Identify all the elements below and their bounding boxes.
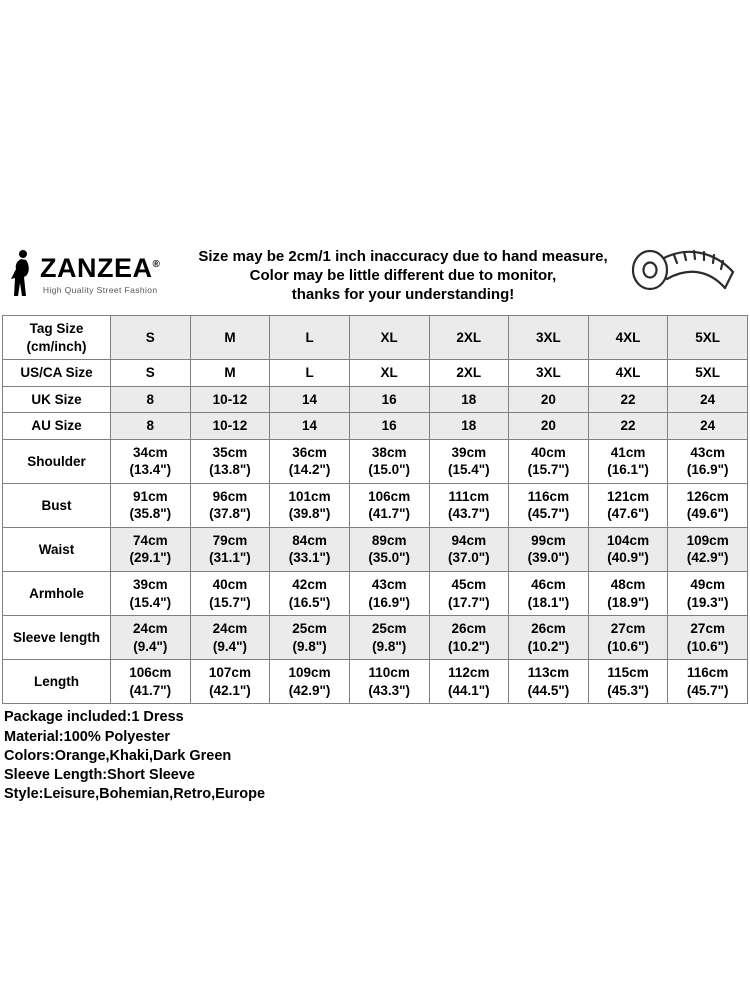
detail-line: Sleeve Length:Short Sleeve: [4, 767, 195, 784]
size-cell: 18: [429, 386, 509, 413]
table-row: [3, 616, 748, 660]
size-cell: 34cm (13.4"): [111, 439, 191, 483]
size-cell: 22: [588, 413, 668, 440]
size-cell: 25cm (9.8"): [270, 616, 350, 660]
size-cell: 3XL: [509, 316, 589, 360]
size-cell: 2XL: [429, 360, 509, 387]
row-label: Waist: [3, 527, 111, 571]
table-row: [3, 660, 748, 704]
size-cell: 94cm (37.0"): [429, 527, 509, 571]
size-cell: 24: [668, 413, 748, 440]
table-row: [3, 439, 748, 483]
size-cell: 20: [509, 413, 589, 440]
details-list: [0, 708, 750, 804]
size-cell: 109cm (42.9"): [668, 527, 748, 571]
size-cell: 91cm (35.8"): [111, 483, 191, 527]
size-cell: 74cm (29.1"): [111, 527, 191, 571]
size-cell: 43cm (16.9"): [349, 572, 429, 616]
size-cell: 36cm (14.2"): [270, 439, 350, 483]
size-cell: 41cm (16.1"): [588, 439, 668, 483]
brand-text: [40, 255, 160, 295]
size-cell: 8: [111, 413, 191, 440]
size-cell: 39cm (15.4"): [111, 572, 191, 616]
size-cell: 18: [429, 413, 509, 440]
size-cell: 27cm (10.6"): [588, 616, 668, 660]
header: [0, 0, 750, 307]
size-cell: 121cm (47.6"): [588, 483, 668, 527]
size-cell: 116cm (45.7"): [509, 483, 589, 527]
row-label: Armhole: [3, 572, 111, 616]
size-table: [2, 315, 748, 704]
size-cell: 106cm (41.7"): [349, 483, 429, 527]
table-row: [3, 527, 748, 571]
size-cell: 40cm (15.7"): [190, 572, 270, 616]
size-cell: 109cm (42.9"): [270, 660, 350, 704]
size-cell: 101cm (39.8"): [270, 483, 350, 527]
row-label: Length: [3, 660, 111, 704]
size-cell: 22: [588, 386, 668, 413]
detail-line: Colors:Orange,Khaki,Dark Green: [4, 747, 232, 764]
size-cell: 4XL: [588, 316, 668, 360]
size-cell: 26cm (10.2"): [429, 616, 509, 660]
size-cell: 49cm (19.3"): [668, 572, 748, 616]
size-cell: 46cm (18.1"): [509, 572, 589, 616]
size-cell: 104cm (40.9"): [588, 527, 668, 571]
registered-mark: ®: [152, 259, 161, 270]
size-cell: 42cm (16.5"): [270, 572, 350, 616]
size-cell: L: [270, 360, 350, 387]
size-cell: 106cm (41.7"): [111, 660, 191, 704]
detail-line: Package included:1 Dress: [4, 709, 184, 726]
size-cell: 16: [349, 386, 429, 413]
tape-measure-icon: [620, 243, 744, 307]
row-label: Bust: [3, 483, 111, 527]
size-cell: 24: [668, 386, 748, 413]
size-cell: 20: [509, 386, 589, 413]
size-cell: XL: [349, 360, 429, 387]
row-label: AU Size: [3, 413, 111, 440]
brand-name-text: ZANZEA: [40, 253, 153, 283]
size-cell: 3XL: [509, 360, 589, 387]
size-cell: 48cm (18.9"): [588, 572, 668, 616]
size-cell: 10-12: [190, 413, 270, 440]
size-cell: 4XL: [588, 360, 668, 387]
size-cell: 40cm (15.7"): [509, 439, 589, 483]
size-cell: 5XL: [668, 360, 748, 387]
size-cell: 24cm (9.4"): [190, 616, 270, 660]
table-row: [3, 360, 748, 387]
size-table-body: [3, 316, 748, 704]
size-cell: 14: [270, 386, 350, 413]
brand-figure-icon: [6, 249, 36, 302]
size-cell: M: [190, 316, 270, 360]
size-cell: 24cm (9.4"): [111, 616, 191, 660]
size-cell: 96cm (37.8"): [190, 483, 270, 527]
row-label: UK Size: [3, 386, 111, 413]
size-cell: 99cm (39.0"): [509, 527, 589, 571]
table-row: [3, 413, 748, 440]
row-label: Sleeve length: [3, 616, 111, 660]
size-cell: 84cm (33.1"): [270, 527, 350, 571]
size-cell: S: [111, 360, 191, 387]
row-label: Tag Size (cm/inch): [3, 316, 111, 360]
brand-logo: [6, 249, 186, 302]
measure-notice: [192, 247, 614, 304]
size-cell: 27cm (10.6"): [668, 616, 748, 660]
table-row: [3, 572, 748, 616]
size-cell: L: [270, 316, 350, 360]
size-cell: 112cm (44.1"): [429, 660, 509, 704]
size-cell: 107cm (42.1"): [190, 660, 270, 704]
size-cell: 110cm (43.3"): [349, 660, 429, 704]
size-cell: 43cm (16.9"): [668, 439, 748, 483]
size-cell: 16: [349, 413, 429, 440]
row-label: US/CA Size: [3, 360, 111, 387]
notice-line-2: Color may be little different due to monitor,: [249, 266, 557, 284]
size-cell: 116cm (45.7"): [668, 660, 748, 704]
size-cell: 25cm (9.8"): [349, 616, 429, 660]
size-cell: 89cm (35.0"): [349, 527, 429, 571]
detail-line: Material:100% Polyester: [4, 728, 171, 745]
size-cell: XL: [349, 316, 429, 360]
table-row: [3, 316, 748, 360]
size-cell: 79cm (31.1"): [190, 527, 270, 571]
table-row: [3, 386, 748, 413]
size-cell: 39cm (15.4"): [429, 439, 509, 483]
size-cell: 45cm (17.7"): [429, 572, 509, 616]
size-cell: 5XL: [668, 316, 748, 360]
detail-line: Style:Leisure,Bohemian,Retro,Europe: [4, 786, 266, 803]
brand-name: [40, 255, 160, 282]
size-cell: 2XL: [429, 316, 509, 360]
row-label: Shoulder: [3, 439, 111, 483]
size-cell: 10-12: [190, 386, 270, 413]
size-cell: 14: [270, 413, 350, 440]
notice-line-3: thanks for your understanding!: [291, 285, 515, 303]
size-cell: 8: [111, 386, 191, 413]
size-cell: 26cm (10.2"): [509, 616, 589, 660]
size-cell: 35cm (13.8"): [190, 439, 270, 483]
size-cell: 115cm (45.3"): [588, 660, 668, 704]
size-cell: 111cm (43.7"): [429, 483, 509, 527]
size-cell: M: [190, 360, 270, 387]
size-cell: 113cm (44.5"): [509, 660, 589, 704]
notice-line-1: Size may be 2cm/1 inch inaccuracy due to hand measure,: [198, 247, 608, 265]
size-cell: 126cm (49.6"): [668, 483, 748, 527]
table-row: [3, 483, 748, 527]
size-cell: S: [111, 316, 191, 360]
brand-tagline: High Quality Street Fashion: [42, 285, 158, 295]
size-cell: 38cm (15.0"): [349, 439, 429, 483]
